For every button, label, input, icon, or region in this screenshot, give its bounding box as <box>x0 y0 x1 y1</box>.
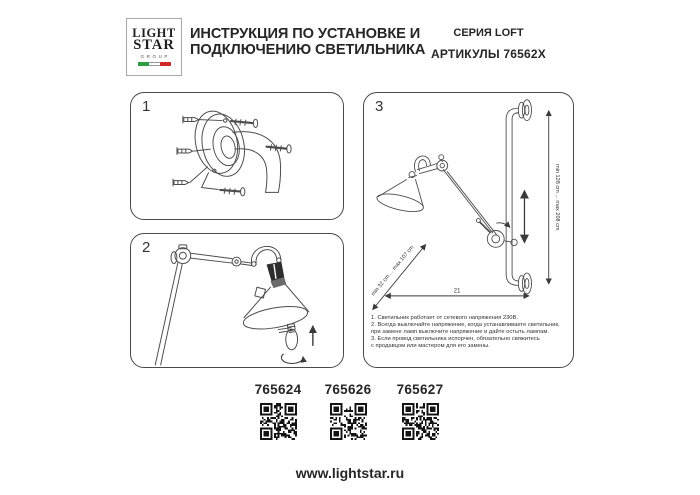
width-dimension-label: 21 <box>453 288 461 295</box>
product-765627 <box>384 382 456 440</box>
flag-white-segment <box>149 62 160 66</box>
reach-dimension-label: min 32 cm ... max 107 cm <box>370 244 416 298</box>
height-dimension <box>549 111 560 283</box>
figure-2-label: 2 <box>142 239 151 256</box>
figure-2-panel <box>130 233 344 368</box>
logo-star: STAR <box>133 37 175 54</box>
bulb <box>278 324 297 350</box>
curved-arm <box>233 132 281 193</box>
cone-shade <box>242 284 309 333</box>
figure-1-label: 1 <box>142 98 151 115</box>
figure-3-panel <box>363 92 574 368</box>
wall-anchor-top <box>183 116 222 123</box>
figure-1-drawing <box>131 93 343 219</box>
horizontal-arm <box>191 253 252 266</box>
arm-joint <box>171 245 191 264</box>
reach-dimension <box>370 244 425 309</box>
product-765626 <box>312 382 384 440</box>
page-title-line1: ИНСТРУКЦИЯ ПО УСТАНОВКЕ И <box>190 26 421 42</box>
lamp-socket <box>267 262 287 289</box>
article-number: 765624 <box>254 382 302 397</box>
screw-right <box>267 145 292 153</box>
italian-flag-stripe <box>138 62 171 66</box>
safety-notes <box>371 315 568 350</box>
wall-anchor-middle <box>177 148 210 155</box>
wall-rail <box>506 100 531 294</box>
cone-shade <box>375 179 425 215</box>
note-line: 3. Если провод светильника испорчен, обязательно свяжитесь <box>371 336 540 342</box>
product-765624 <box>242 382 314 440</box>
series-label: СЕРИЯ LOFT <box>453 27 524 39</box>
articulated-arm <box>409 155 497 235</box>
articles-label: АРТИКУЛЫ 76562X <box>431 47 546 61</box>
qr-code <box>330 403 367 440</box>
series-block <box>407 28 570 60</box>
page-title-line2: ПОДКЛЮЧЕНИЮ СВЕТИЛЬНИКА <box>190 41 426 58</box>
rail-clamp <box>476 219 517 248</box>
lamp-stand-leg <box>155 263 182 365</box>
flag-green-segment <box>138 62 149 66</box>
flag-red-segment <box>160 62 171 66</box>
note-line: 2. Всегда выключайте напряжение, когда устанавливаете светильник, <box>371 322 560 328</box>
figure-3-label: 3 <box>375 98 384 115</box>
website-url: www.lightstar.ru <box>295 465 405 481</box>
qr-code <box>260 403 297 440</box>
figure-1-panel <box>130 92 344 220</box>
note-line: с продавцом или мастером для его замены. <box>371 343 490 349</box>
rotate-arrow <box>281 354 303 363</box>
height-dimension-label: min 128 cm ... max 208 cm <box>554 164 561 231</box>
figure-2-drawing <box>131 234 343 367</box>
screw-top <box>231 119 258 127</box>
page-title <box>190 27 425 58</box>
wall-plate <box>190 107 250 180</box>
article-number: 765627 <box>396 382 444 397</box>
note-line: 1. Светильник работает от сетевого напряжения 230В. <box>371 315 519 321</box>
logo-group: GROUP <box>140 54 171 60</box>
lightstar-logo <box>126 18 182 76</box>
wall-anchor-bottom <box>173 167 207 186</box>
article-number: 765626 <box>324 382 372 397</box>
note-line: при замене ламп выключите напряжение и дайте остыть лампам. <box>371 329 549 335</box>
logo-light: LIGHT <box>132 26 176 41</box>
width-dimension <box>386 288 529 295</box>
qr-code <box>402 403 439 440</box>
